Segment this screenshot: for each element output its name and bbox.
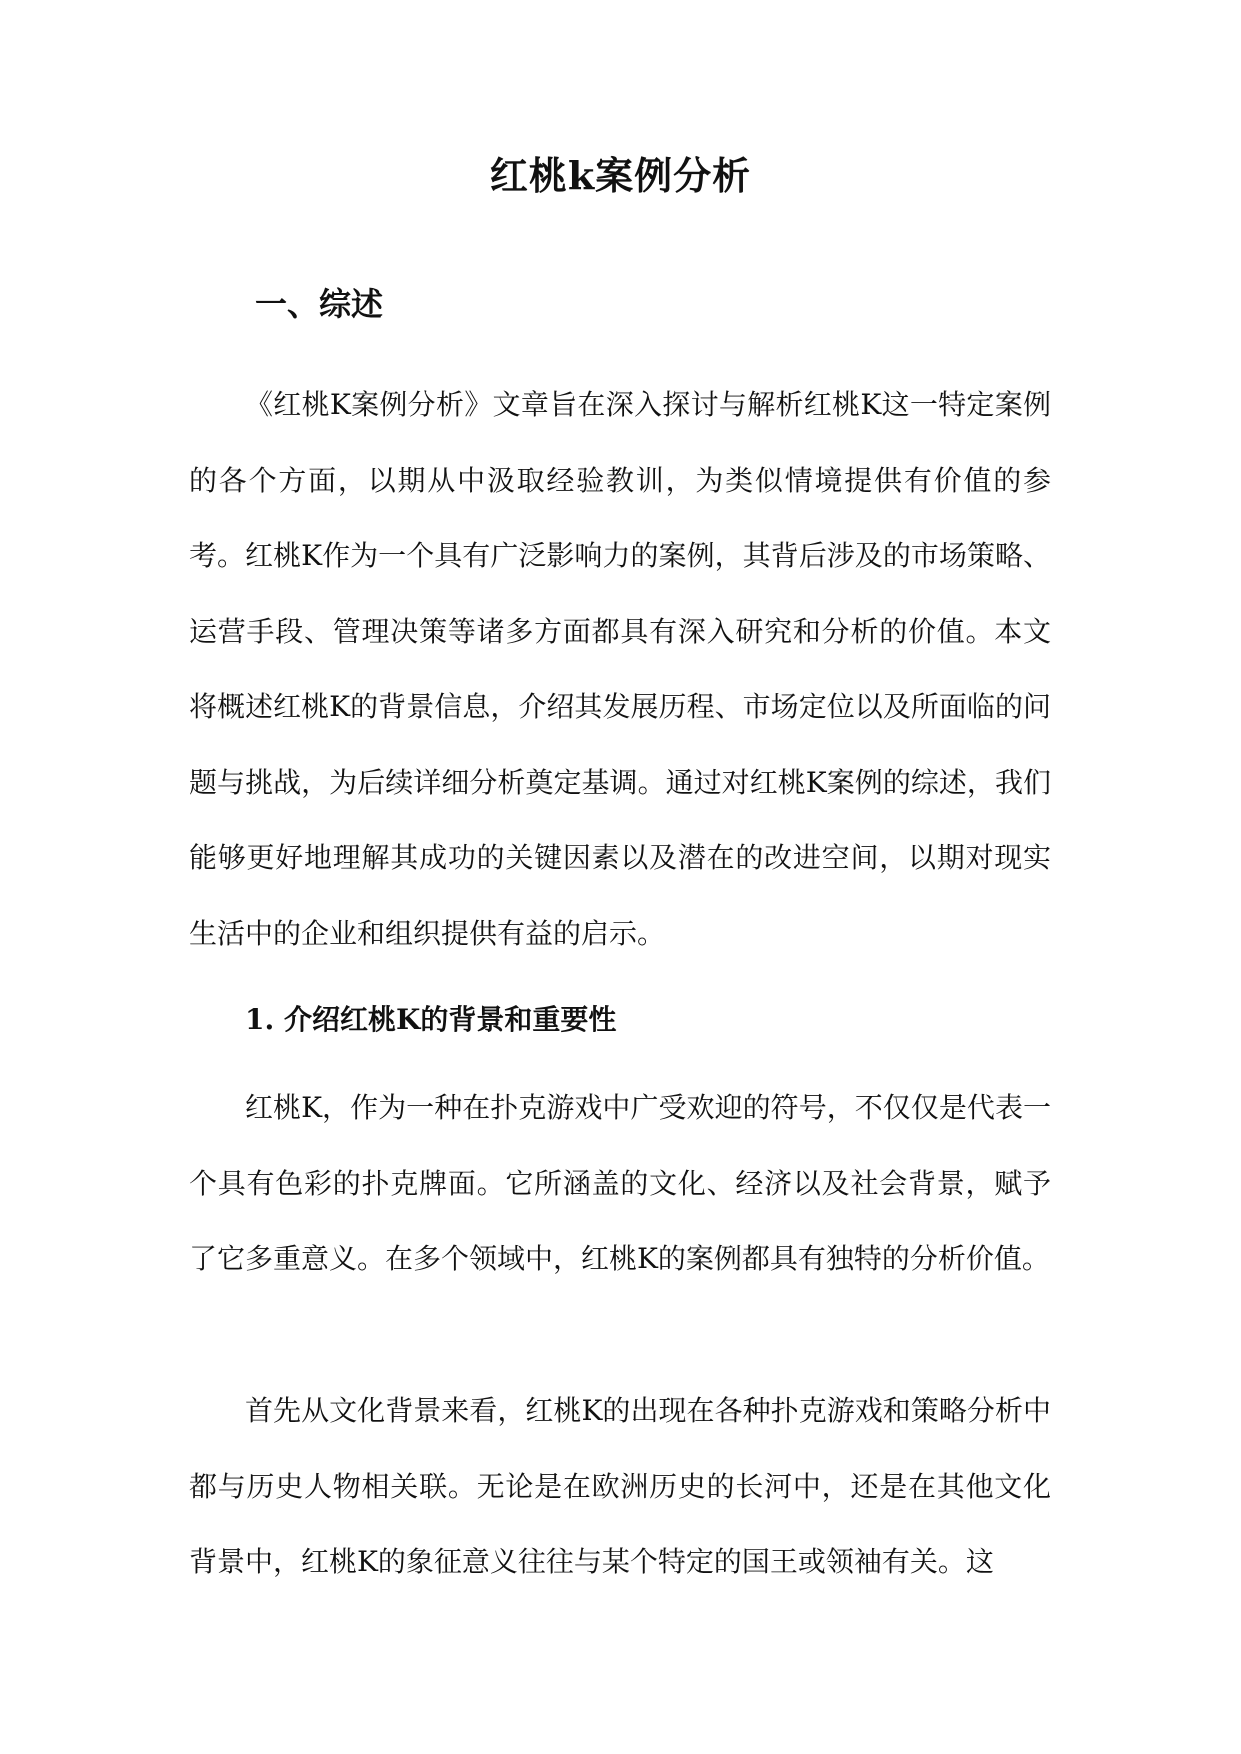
background-paragraph-2: 首先从文化背景来看，红桃K的出现在各种扑克游戏和策略分析中都与历史人物相关联。无论是在欧洲历史的长河中，还是在其他文化背景中，红桃K的象征意义往往与某个特定的国王或领袖有关。这: [189, 1394, 1051, 1578]
background-paragraph-1: 红桃K，作为一种在扑克游戏中广受欢迎的符号，不仅仅是代表一个具有色彩的扑克牌面。它所涵盖的文化、经济以及社会背景，赋予了它多重意义。在多个领域中，红桃K的案例都具有独特的分析价值。: [189, 1091, 1051, 1275]
subsection-heading-background: 1. 介绍红桃K的背景和重要性: [245, 1003, 617, 1036]
overview-paragraph: 《红桃K案例分析》文章旨在深入探讨与解析红桃K这一特定案例的各个方面，以期从中汲取经验教训，为类似情境提供有价值的参考。红桃K作为一个具有广泛影响力的案例，其背后涉及的市场策略、运营手段、管理决策等诸多方面都具有深入研究和分析的价值。本文将概述红桃K的背景信息，介绍其发展历程、市场定位以及所面临的问题与挑战，为后续详细分析奠定基调。通过对红桃K案例的综述，我们能够更好地理解其成功的关键因素以及潜在的改进空间，以期对现实生活中的企业和组织提供有益的启示。: [189, 388, 1051, 950]
section-heading-overview: 一、综述: [255, 285, 384, 323]
document-title: 红桃k案例分析: [489, 153, 752, 198]
